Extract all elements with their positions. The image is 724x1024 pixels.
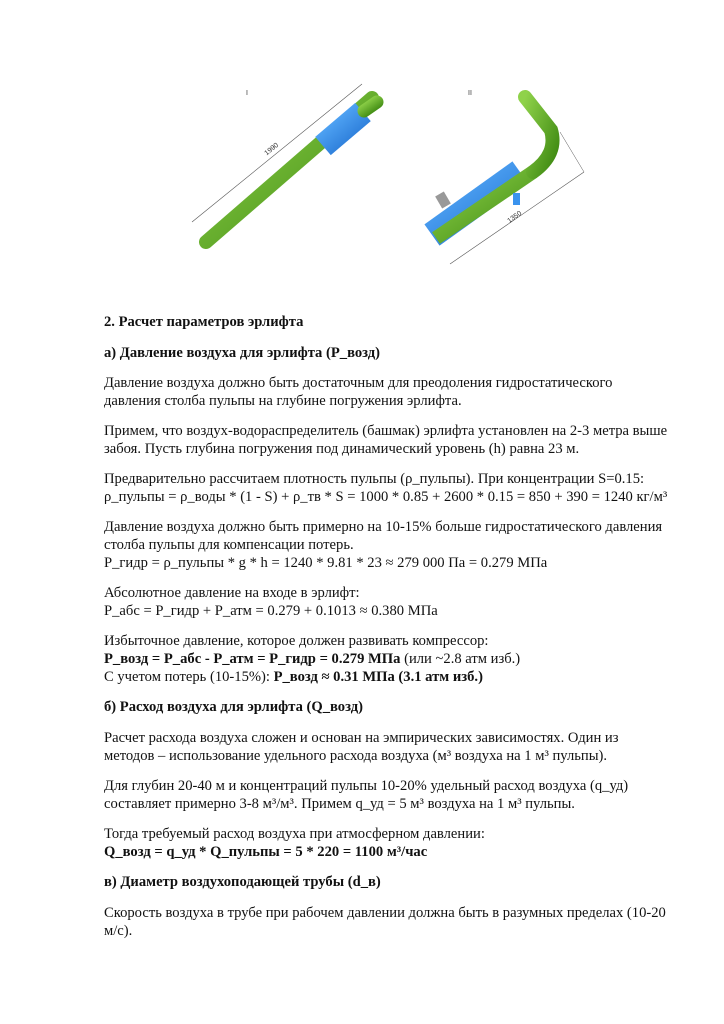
paragraph-line: Давление воздуха должно быть достаточным для преодоления гидростатического (104, 375, 613, 391)
paragraph-line: Тогда требуемый расход воздуха при атмосферном давлении: (104, 826, 485, 842)
subsection-c-title: в) Диаметр воздухоподающей трубы (d_в) (104, 874, 381, 890)
dimension-1: 1990 (263, 141, 281, 158)
formula-note: (или ~2.8 атм изб.) (400, 651, 521, 667)
paragraph-line: Абсолютное давление на входе в эрлифт: (104, 585, 360, 601)
paragraph-line: Избыточное давление, которое должен развивать компрессор: (104, 633, 489, 649)
section-title: 2. Расчет параметров эрлифта (104, 314, 304, 330)
paragraph-line: Скорость воздуха в трубе при рабочем давлении должна быть в разумных пределах (10-20 (104, 905, 666, 921)
paragraph-line: столба пульпы для компенсации потерь. (104, 537, 354, 553)
subsection-b-title: б) Расход воздуха для эрлифта (Q_возд) (104, 699, 363, 715)
result-label: С учетом потерь (10-15%): (104, 669, 274, 685)
airlift-variant-1 (192, 84, 377, 242)
figure-label-1: I (246, 90, 248, 97)
paragraph-line: Предварительно рассчитаем плотность пульпы (ρ_пульпы). При концентрации S=0.15: (104, 471, 645, 487)
document-body (104, 313, 704, 940)
paragraph-line: забоя. Пусть глубина погружения под динамический уровень (h) равна 23 м. (104, 441, 580, 457)
paragraph-line: Давление воздуха должно быть примерно на 10-15% больше гидростатического давления (104, 519, 663, 535)
dimension-2: 1350 (506, 210, 524, 225)
airlift-drawing (180, 80, 600, 280)
paragraph-line: Расчет расхода воздуха сложен и основан на эмпирических зависимостях. Один из (104, 730, 619, 746)
airlift-variant-2 (432, 97, 584, 264)
result-bold: P_возд ≈ 0.31 МПа (3.1 атм изб.) (273, 669, 483, 685)
result-line (104, 668, 704, 686)
paragraph-line: методов – использование удельного расхода воздуха (м³ воздуха на 1 м³ пульпы). (104, 748, 608, 764)
paragraph-line: составляет примерно 3-8 м³/м³. Примем q_уд = 5 м³ воздуха на 1 м³ пульпы. (104, 796, 575, 812)
formula-bold: P_возд = P_абс - P_атм = P_гидр = 0.279 МПа (104, 651, 401, 667)
figure-label-2: II (468, 90, 472, 97)
paragraph-line: Для глубин 20-40 м и концентраций пульпы 10-20% удельный расход воздуха (q_уд) (104, 778, 629, 794)
formula-bold: Q_возд = q_уд * Q_пульпы = 5 * 220 = 1100 м³/час (104, 844, 428, 860)
formula-line: ρ_пульпы = ρ_воды * (1 - S) + ρ_тв * S = 1000 * 0.85 + 2600 * 0.15 = 850 + 390 = 1240 кг/м³ (104, 489, 668, 505)
formula-line: P_абс = P_гидр + P_атм = 0.279 + 0.1013 ≈ 0.380 МПа (104, 603, 438, 619)
formula-line: P_гидр = ρ_пульпы * g * h = 1240 * 9.81 * 23 ≈ 279 000 Па = 0.279 МПа (104, 555, 548, 571)
formula-line (104, 650, 704, 668)
paragraph-line: Примем, что воздух-водораспределитель (башмак) эрлифта установлен на 2-3 метра выше (104, 423, 668, 439)
airlift-illustration (180, 80, 600, 280)
subsection-a-title: а) Давление воздуха для эрлифта (P_возд) (104, 345, 380, 361)
paragraph-line: м/с). (104, 923, 133, 939)
paragraph-line: давления столба пульпы на глубине погружения эрлифта. (104, 393, 462, 409)
